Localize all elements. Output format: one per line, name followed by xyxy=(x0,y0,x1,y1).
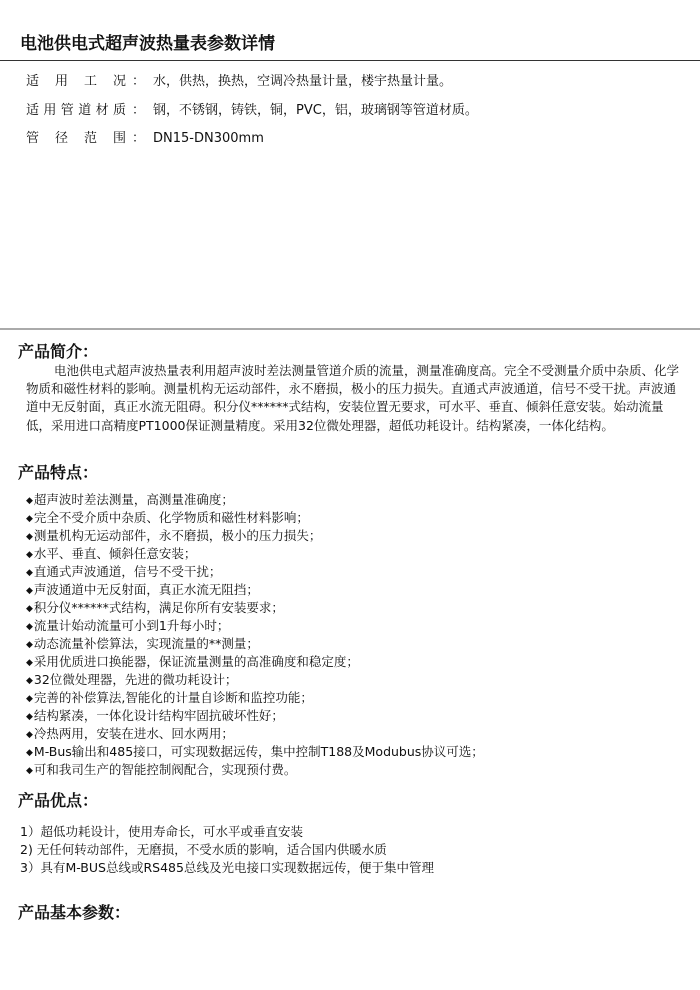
feature-text: 声波通道中无反射面，真正水流无阻挡； xyxy=(33,582,259,597)
feature-text: 结构紧凑，一体化设计结构牢固抗破坏性好； xyxy=(33,708,284,723)
features-heading: 产品特点： xyxy=(18,463,99,482)
advantages-list xyxy=(20,823,434,877)
diamond-bullet-icon: ◆ xyxy=(26,658,33,668)
spec-row-pipe-diameter xyxy=(26,130,264,148)
spec-value: DN15-DN300mm xyxy=(153,131,264,146)
diamond-bullet-icon: ◆ xyxy=(26,604,33,614)
params-heading: 产品基本参数： xyxy=(18,903,131,922)
spec-colon: ： xyxy=(132,74,146,89)
diamond-bullet-icon: ◆ xyxy=(26,514,33,524)
feature-text: 可和我司生产的智能控制阀配合，实现预付费。 xyxy=(33,762,297,777)
feature-item xyxy=(26,743,484,761)
feature-item xyxy=(26,527,484,545)
intro-paragraph: 电池供电式超声波热量表利用超声波时差法测量管道介质的流量，测量准确度高。完全不受测量介质中杂质、化学物质和磁性材料的影响。测量机构无运动部件，永不磨损，极小的压力损失。直通式声波通道，信号不受干扰。声波通道中无反射面，真正水流无阻碍。积分仪******式结构，安装位置无要求，可水平、垂直、倾斜任意安装。始动流量低，采用进口高精度PT1000保证测量精度。采用32位微处理器，超低功耗设计。结构紧凑，一体化结构。 xyxy=(26,363,680,433)
feature-text: M-Bus输出和485接口，可实现数据远传，集中控制T188及Modubus协议可选； xyxy=(33,744,484,759)
spec-colon: ： xyxy=(132,131,146,146)
diamond-bullet-icon: ◆ xyxy=(26,748,33,758)
section-divider xyxy=(0,328,700,330)
feature-text: 完全不受介质中杂质、化学物质和磁性材料影响； xyxy=(33,510,309,525)
feature-text: 超声波时差法测量，高测量准确度； xyxy=(33,492,234,507)
diamond-bullet-icon: ◆ xyxy=(26,730,33,740)
diamond-bullet-icon: ◆ xyxy=(26,586,33,596)
feature-text: 冷热两用，安装在进水、回水两用； xyxy=(33,726,234,741)
features-list xyxy=(26,491,484,779)
diamond-bullet-icon: ◆ xyxy=(26,640,33,650)
spec-row-working-condition xyxy=(26,73,452,91)
feature-item xyxy=(26,491,484,509)
diamond-bullet-icon: ◆ xyxy=(26,568,33,578)
spec-colon: ： xyxy=(132,103,146,118)
diamond-bullet-icon: ◆ xyxy=(26,550,33,560)
feature-item xyxy=(26,707,484,725)
diamond-bullet-icon: ◆ xyxy=(26,676,33,686)
advantages-heading: 产品优点： xyxy=(18,791,99,810)
feature-item xyxy=(26,617,484,635)
feature-text: 直通式声波通道，信号不受干扰； xyxy=(33,564,222,579)
feature-item xyxy=(26,563,484,581)
feature-item xyxy=(26,545,484,563)
feature-item xyxy=(26,761,484,779)
advantage-item: 3）具有M-BUS总线或RS485总线及光电接口实现数据远传，便于集中管理 xyxy=(20,860,434,875)
feature-text: 32位微处理器，先进的微功耗设计； xyxy=(33,672,238,687)
feature-item xyxy=(26,689,484,707)
spec-row-pipe-material xyxy=(26,102,478,120)
diamond-bullet-icon: ◆ xyxy=(26,496,33,506)
feature-text: 测量机构无运动部件，永不磨损，极小的压力损失； xyxy=(33,528,322,543)
diamond-bullet-icon: ◆ xyxy=(26,694,33,704)
spec-label: 适用管道材质 xyxy=(26,103,126,118)
intro-heading: 产品简介： xyxy=(18,342,99,361)
feature-text: 完善的补偿算法,智能化的计量自诊断和监控功能； xyxy=(33,690,313,705)
diamond-bullet-icon: ◆ xyxy=(26,622,33,632)
feature-item xyxy=(26,581,484,599)
spec-label: 管径范围 xyxy=(26,131,126,146)
feature-item xyxy=(26,725,484,743)
diamond-bullet-icon: ◆ xyxy=(26,766,33,776)
diamond-bullet-icon: ◆ xyxy=(26,532,33,542)
advantage-item: 1）超低功耗设计，使用寿命长，可水平或垂直安装 xyxy=(20,824,303,839)
spec-label: 适用工况 xyxy=(26,74,126,89)
feature-item xyxy=(26,509,484,527)
page-header xyxy=(0,0,700,61)
feature-text: 采用优质进口换能器，保证流量测量的高准确度和稳定度； xyxy=(33,654,359,669)
feature-item xyxy=(26,599,484,617)
feature-text: 流量计始动流量可小到1升每小时； xyxy=(33,618,230,633)
advantage-item: 2) 无任何转动部件，无磨损，不受水质的影响，适合国内供暖水质 xyxy=(20,842,387,857)
feature-text: 水平、垂直、倾斜任意安装； xyxy=(33,546,197,561)
diamond-bullet-icon: ◆ xyxy=(26,712,33,722)
feature-item xyxy=(26,653,484,671)
feature-text: 积分仪******式结构，满足你所有安装要求； xyxy=(33,600,284,615)
feature-item xyxy=(26,635,484,653)
feature-item xyxy=(26,671,484,689)
spec-value: 钢，不锈钢，铸铁，铜，PVC，铝，玻璃钢等管道材质。 xyxy=(153,103,478,118)
feature-text: 动态流量补偿算法，实现流量的**测量； xyxy=(33,636,259,651)
page-title: 电池供电式超声波热量表参数详情 xyxy=(20,34,275,54)
spec-value: 水，供热，换热，空调冷热量计量，楼宇热量计量。 xyxy=(153,74,453,89)
